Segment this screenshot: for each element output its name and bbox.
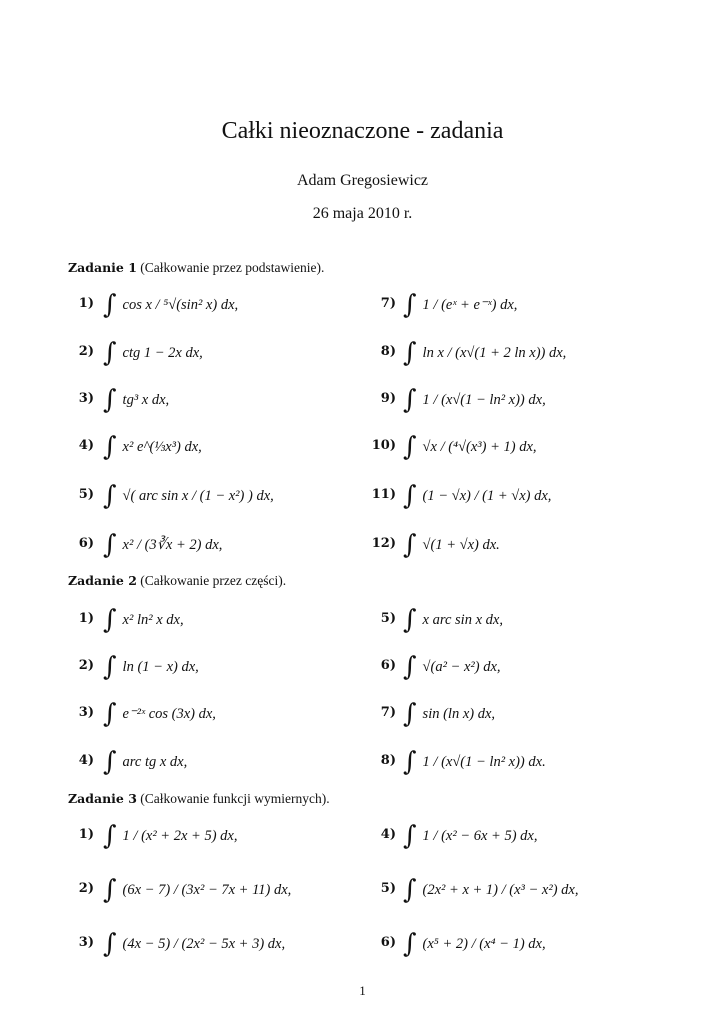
section-header-1 [68,260,324,276]
integrand: 1 / (x√(1 − ln² x)) dx, [422,392,546,408]
integrand: x arc sin x dx, [422,612,503,628]
integrand: sin (ln x) dx, [422,706,496,722]
integral-sign-icon: ∫ [103,290,117,320]
integrand: cos x / ⁵√(sin² x) dx, [122,297,239,313]
integral-expression [403,383,546,415]
integral-sign-icon: ∫ [103,605,117,635]
integral-expression [403,745,546,777]
problem-number: 9) [380,391,396,406]
integrand: arc tg x dx, [122,754,188,770]
integrand: x² ln² x dx, [122,612,184,628]
problem-number: 3) [78,391,94,406]
problem-number: 3) [78,935,94,950]
integral-sign-icon: ∫ [403,530,417,560]
integral-sign-icon: ∫ [403,699,417,729]
integrand: ln (1 − x) dx, [122,659,199,675]
integral-expression [403,650,501,682]
integral-sign-icon: ∫ [403,652,417,682]
problem-number: 4) [380,827,396,842]
page-title: Całki nieoznaczone - zadania [221,118,504,144]
problem-number: 2) [78,658,94,673]
integral-sign-icon: ∫ [403,481,417,511]
integrand: (x⁵ + 2) / (x⁴ − 1) dx, [422,936,546,952]
problem-number: 1) [78,611,94,626]
integral-expression [103,603,184,635]
problem-number: 8) [380,344,396,359]
integrand: (4x − 5) / (2x² − 5x + 3) dx, [122,936,286,952]
integrand: 1 / (x² − 6x + 5) dx, [422,828,538,844]
integral-expression [403,336,567,368]
integral-expression [103,927,286,959]
integral-sign-icon: ∫ [403,821,417,851]
section-desc: (Całkowanie funkcji wymiernych). [140,791,330,806]
integral-sign-icon: ∫ [103,432,117,462]
integrand: √(1 + √x) dx. [422,537,500,553]
integral-sign-icon: ∫ [103,385,117,415]
integrand: ln x / (x√(1 + 2 ln x)) dx, [422,345,567,361]
integral-expression [403,288,518,320]
problem-number: 4) [78,753,94,768]
integral-expression [403,479,552,511]
integral-expression [403,528,500,560]
integral-expression [103,745,188,777]
problem-number: 8) [380,753,396,768]
integral-expression [103,336,203,368]
date: 26 maja 2010 r. [312,205,413,222]
problem-number: 1) [78,296,94,311]
integral-sign-icon: ∫ [103,821,117,851]
integral-sign-icon: ∫ [103,481,117,511]
integral-sign-icon: ∫ [103,929,117,959]
integral-sign-icon: ∫ [403,290,417,320]
integrand: e⁻²ˣ cos (3x) dx, [122,706,216,722]
integral-expression [103,650,199,682]
integral-sign-icon: ∫ [403,605,417,635]
integral-sign-icon: ∫ [103,875,117,905]
page-number: 1 [359,983,366,998]
problem-number: 6) [380,658,396,673]
section-desc: (Całkowanie przez podstawienie). [140,260,325,275]
integral-expression [403,873,579,905]
integral-expression [403,927,546,959]
section-label: Zadanie 2 [68,573,137,588]
problem-number: 6) [380,935,396,950]
problem-number: 5) [380,611,396,626]
integrand: x² e^(⅓x³) dx, [122,439,202,455]
integrand: tg³ x dx, [122,392,170,408]
integrand: (6x − 7) / (3x² − 7x + 11) dx, [122,882,292,898]
integral-sign-icon: ∫ [103,530,117,560]
section-header-3 [68,791,330,807]
author: Adam Gregosiewicz [296,172,429,189]
integral-expression [403,603,503,635]
integral-expression [103,430,202,462]
integral-expression [103,383,170,415]
integrand: ctg 1 − 2x dx, [122,345,203,361]
integral-sign-icon: ∫ [403,747,417,777]
integrand: √( arc sin x / (1 − x²) ) dx, [122,488,274,504]
integral-sign-icon: ∫ [103,652,117,682]
integrand: (1 − √x) / (1 + √x) dx, [422,488,552,504]
integral-sign-icon: ∫ [103,747,117,777]
problem-number: 10) [371,438,396,453]
problem-number: 3) [78,705,94,720]
problem-number: 12) [371,536,396,551]
integral-expression [103,819,238,851]
integral-expression [403,697,496,729]
integral-expression [403,819,538,851]
integral-sign-icon: ∫ [403,929,417,959]
integrand: x² / (3∛x + 2) dx, [122,537,223,553]
integrand: √(a² − x²) dx, [422,659,501,675]
integral-expression [103,528,223,560]
integral-expression [103,697,216,729]
integral-sign-icon: ∫ [103,699,117,729]
problem-number: 7) [380,705,396,720]
integral-expression [103,479,274,511]
integral-sign-icon: ∫ [403,875,417,905]
problem-number: 5) [78,487,94,502]
problem-number: 2) [78,344,94,359]
problem-number: 2) [78,881,94,896]
section-header-2 [68,573,286,589]
integrand: √x / (⁴√(x³) + 1) dx, [422,439,537,455]
integral-sign-icon: ∫ [403,385,417,415]
section-desc: (Całkowanie przez części). [140,573,287,588]
integral-expression [403,430,537,462]
integral-sign-icon: ∫ [403,338,417,368]
integrand: 1 / (x√(1 − ln² x)) dx. [422,754,546,770]
section-label: Zadanie 3 [68,791,137,806]
section-label: Zadanie 1 [68,260,137,275]
integral-expression [103,873,292,905]
problem-number: 1) [78,827,94,842]
problem-number: 5) [380,881,396,896]
problem-number: 7) [380,296,396,311]
integral-sign-icon: ∫ [403,432,417,462]
integral-sign-icon: ∫ [103,338,117,368]
problem-number: 6) [78,536,94,551]
problem-number: 11) [371,487,396,502]
integral-expression [103,288,239,320]
integrand: 1 / (eˣ + e⁻ˣ) dx, [422,297,518,313]
problem-number: 4) [78,438,94,453]
integrand: 1 / (x² + 2x + 5) dx, [122,828,238,844]
integrand: (2x² + x + 1) / (x³ − x²) dx, [422,882,579,898]
